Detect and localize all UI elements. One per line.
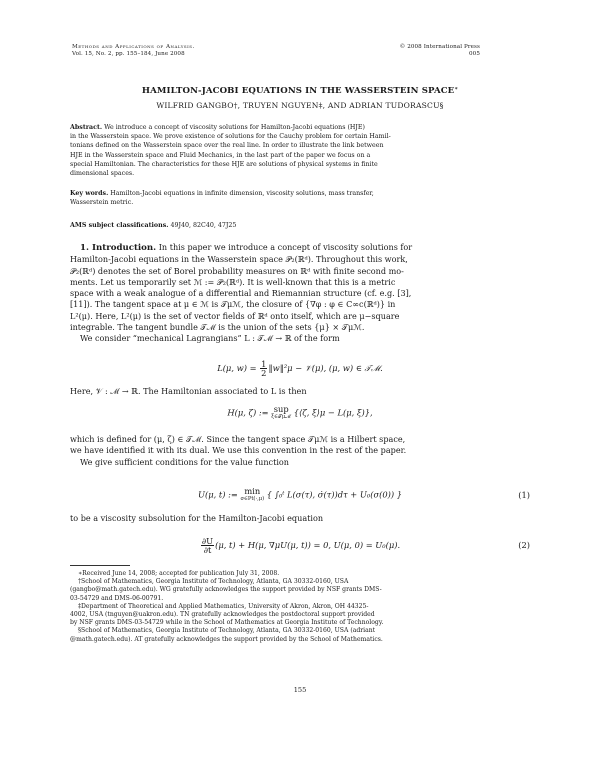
frac-numerator: ∂U [201, 536, 214, 546]
paragraph [70, 386, 530, 397]
intro-line: In this paper we introduce a concept of viscosity solutions for [156, 242, 413, 252]
intro-line: We consider “mechanical Lagrangians” L : 𝒯ℳ → ℝ of the form [80, 333, 340, 344]
operator-name: sup [273, 404, 289, 414]
footnote-line: †School of Mathematics, Georgia Institute of Technology, Atlanta, GA 30332-0160, USA [78, 578, 349, 586]
intro-line: space with a weak analogue of a differential and Riemannian structure (cf. e.g. [3], [70, 288, 412, 299]
eq-hamiltonian-rhs: {⟨ζ, ξ⟩μ − L(μ, ξ)}, [291, 407, 373, 418]
abstract-line: special Hamiltonian. The characteristics for these HJE are solutions of physical systems in finite [70, 160, 378, 168]
introduction-section [70, 242, 530, 345]
eq-hje-rhs: (μ, t) + H(μ, ∇μU(μ, t)) = 0, U(μ, 0) = U₀(μ). [215, 540, 401, 550]
intro-line: Hamilton-Jacobi equations in the Wasserstein space 𝒫₂(ℝᵈ). Throughout this work, [70, 254, 408, 265]
equation-hamilton-jacobi [70, 537, 530, 555]
operator-subscript: ξ∈𝒯μℳ [271, 414, 292, 420]
intro-line: ments. Let us temporarily set ℳ := 𝒫₂(ℝᵈ). It is well-known that this is a metric [70, 276, 396, 287]
footnote-line: (gangbo@math.gatech.edu). WG gratefully acknowledges the support provided by NSF grants DMS- [70, 586, 382, 594]
journal-header [72, 44, 195, 59]
frac-numerator: 1 [261, 359, 267, 369]
ams-classification [70, 221, 530, 230]
footnote-line: by NSF grants DMS-03-54729 while in the School of Mathematics at Georgia Institute of Technology. [70, 619, 384, 627]
abstract-line: tonians defined on the Wasserstein space over the real line. In order to illustrate the link between [70, 142, 384, 150]
sup-operator [271, 405, 291, 421]
keywords-line: Wasserstein metric. [70, 199, 134, 207]
journal-volume: Vol. 15, No. 2, pp. 155–184, June 2008 [72, 51, 185, 58]
journal-name: Methods and Applications of Analysis. [72, 44, 195, 50]
copyright-notice: © 2008 International Press [399, 44, 480, 50]
article-code: 005 [469, 51, 480, 58]
abstract-line: in the Wasserstein space. We prove existence of solutions for the Cauchy problem for certain Hamil- [70, 133, 391, 141]
text-line: to be a viscosity subsolution for the Hamilton-Jacobi equation [70, 513, 324, 523]
text-line: we have identified it with its dual. We use this convention in the rest of the paper. [70, 445, 407, 456]
footnote-line: ‡Department of Theoretical and Applied Mathematics, University of Akron, Akron, OH 44325- [78, 602, 369, 610]
keywords-label: Key words. [70, 190, 109, 197]
footnotes [70, 570, 530, 644]
equation-value-function [70, 484, 530, 508]
footnote-line: ∗Received June 14, 2008; accepted for publication July 31, 2008. [78, 570, 280, 577]
eq-hamiltonian-lhs: H(μ, ζ) := [227, 407, 272, 418]
text-line: which is defined for (μ, ζ) ∈ 𝒯ℳ. Since the tangent space 𝒯μℳ is a Hilbert space, [70, 434, 406, 444]
abstract-line: HJE in the Wasserstein space and Fluid Mechanics, in the last part of the paper we focus on a [70, 151, 371, 159]
text-line: Here, 𝒱 : ℳ → ℝ. The Hamiltonian associated to L is then [70, 386, 307, 396]
intro-line: 𝒫₂(ℝᵈ) denotes the set of Borel probability measures on ℝᵈ with finite second mo- [70, 265, 404, 276]
intro-line: integrable. The tangent bundle 𝒯ℳ is the union of the sets {μ} × 𝒯μℳ. [70, 322, 365, 333]
abstract-label: Abstract. [70, 124, 103, 131]
intro-line: L²(μ). Here, L²(μ) is the set of vector fields of ℝᵈ onto itself, which are μ−square [70, 310, 400, 321]
operator-name: min [244, 486, 261, 496]
keywords [70, 189, 530, 207]
equation-number: (1) [518, 490, 530, 500]
ams-codes: 49J40, 82C40, 47J25 [168, 222, 237, 229]
abstract-line: dimensional spaces. [70, 170, 135, 178]
eq-value-lhs: U(μ, t) := [197, 489, 241, 500]
partial-derivative [201, 537, 214, 554]
eq-value-rhs: { ∫₀ᵗ L(σ(τ), σ̇(τ))dτ + U₀(σ(0)) } [264, 489, 403, 500]
paragraph [70, 434, 530, 468]
footnote-line: 03-54729 and DMS-06-00791. [70, 594, 164, 602]
paragraph [70, 513, 530, 524]
frac-denominator: ∂t [203, 545, 212, 555]
paper-title-text: HAMILTON-JACOBI EQUATIONS IN THE WASSERSTEIN SPACE [141, 86, 455, 96]
eq-lagrangian-lhs: L(μ, w) = [217, 363, 260, 373]
text-line: We give sufficient conditions for the value function [80, 456, 290, 467]
equation-hamiltonian [70, 405, 530, 423]
intro-line: [11]). The tangent space at μ ∈ ℳ is 𝒯μℳ, the closure of {∇φ : φ ∈ C∞c(ℝᵈ)} in [70, 299, 396, 310]
author-list: WILFRID GANGBO†, TRUYEN NGUYEN‡, AND ADRIAN TUDORASCU§ [156, 101, 444, 110]
footnote-rule [70, 565, 130, 566]
abstract-line: We introduce a concept of viscosity solutions for Hamilton-Jacobi equations (HJE) [102, 124, 365, 131]
min-operator [240, 487, 264, 503]
footnote-line: @math.gatech.edu). AT gratefully acknowledges the support provided by the School of Mathematics. [70, 635, 383, 643]
keywords-line: Hamilton-Jacobi equations in infinite dimension, viscosity solutions, mass transfer, [108, 190, 374, 197]
ams-label: AMS subject classifications. [70, 222, 169, 229]
page-number: 155 [293, 686, 307, 694]
operator-subscript: σ∈Pt(·,μ) [240, 496, 265, 502]
eq-lagrangian-rhs: ‖w‖²μ − 𝒱(μ), (μ, w) ∈ 𝒯ℳ. [268, 363, 383, 373]
title-footnote-mark: ∗ [454, 86, 459, 92]
section-heading: 1. Introduction. [80, 243, 157, 253]
equation-lagrangian [70, 360, 530, 378]
footnote-line: 4002, USA (tnguyen@uakron.edu). TN gratefully acknowledges the postdoctoral support provided [70, 611, 375, 619]
equation-number: (2) [518, 540, 530, 550]
copyright-header [400, 44, 480, 59]
footnote-line: §School of Mathematics, Georgia Institute of Technology, Atlanta, GA 30332-0160, USA (adriant [78, 627, 376, 635]
frac-denominator: 2 [261, 368, 267, 378]
paper-title [60, 86, 540, 96]
abstract [70, 123, 530, 178]
fraction-one-half [260, 360, 267, 377]
